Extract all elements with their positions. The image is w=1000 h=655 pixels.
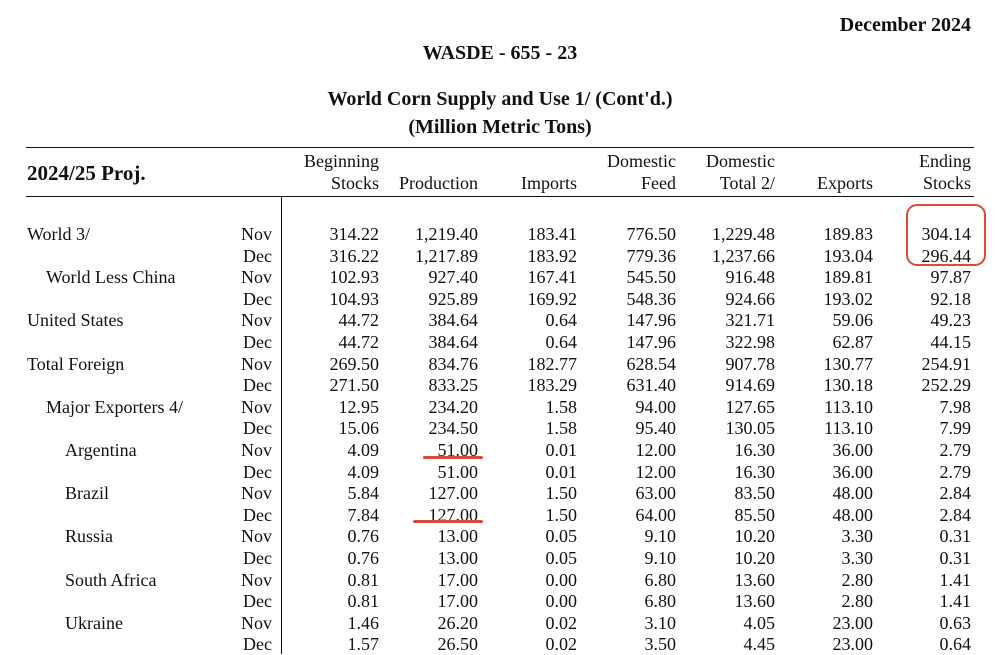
region-label: United States [27,310,124,331]
table-cell: 631.40 [626,375,676,396]
table-cell: 2.80 [841,569,873,590]
table-cell: 548.36 [626,288,676,309]
month-label: Dec [243,245,272,266]
table-cell: 1.41 [939,591,971,612]
table-cell: 1.50 [545,483,577,504]
table-cell: 304.14 [921,224,971,244]
table-cell: 16.30 [734,440,775,460]
region-label: World 3/ [27,224,91,244]
table-cell: 1.46 [347,612,379,633]
table-cell: 0.63 [939,612,971,633]
table-cell: 234.50 [428,418,478,439]
table-cell: 1.50 [545,504,577,525]
table-cell: 4.45 [743,634,775,655]
table-cell: 1.58 [545,396,577,417]
month-label: Dec [243,504,272,525]
table-cell: 9.10 [644,526,676,547]
table-cell: 12.95 [338,396,379,417]
table-cell: 189.81 [823,267,873,288]
table-cell: 914.69 [725,375,775,396]
month-label: Dec [243,375,272,396]
table-cell: 0.64 [545,332,577,352]
table-cell: 0.81 [347,591,379,612]
month-label: Dec [243,548,272,568]
period-label: 2024/25 Proj. [27,161,146,185]
table-cell: 0.02 [545,612,577,633]
table-cell: 26.50 [437,634,478,655]
table-cell: 4.09 [347,461,379,482]
table-cell: 63.00 [635,483,676,504]
table-cell: 1,219.40 [415,224,478,244]
table-cell: 183.29 [527,375,577,396]
table-cell: 182.77 [527,353,577,374]
month-label: Nov [241,440,272,460]
table-cell: 51.00 [437,461,478,482]
table-cell: 0.02 [545,634,577,655]
table-cell: 0.05 [545,526,577,547]
month-label: Dec [243,418,272,439]
table-cell: 7.99 [939,418,971,439]
month-label: Dec [243,591,272,612]
table-cell: 1,229.48 [712,224,775,244]
table-cell: 9.10 [644,548,676,568]
region-label: World Less China [46,267,176,288]
table-cell: 296.44 [921,245,971,266]
top-rule [26,147,974,148]
month-label: Dec [243,288,272,309]
table-cell: 59.06 [832,310,873,331]
table-cell: 907.78 [725,353,775,374]
table-cell: 0.64 [545,310,577,331]
table-cell: 12.00 [635,440,676,460]
table-cell: 48.00 [832,504,873,525]
region-label: Total Foreign [27,353,125,374]
table-cell: 17.00 [437,569,478,590]
table-cell: 130.77 [823,353,873,374]
table-cell: 10.20 [734,548,775,568]
column-header-line1: Domestic [706,151,775,171]
table-cell: 2.79 [939,461,971,482]
table-cell: 13.60 [734,569,775,590]
column-header-line2: Stocks [330,173,379,193]
table-cell: 36.00 [832,440,873,460]
table-cell: 3.30 [841,526,873,547]
table-cell: 127.00 [428,504,478,525]
table-cell: 36.00 [832,461,873,482]
table-cell: 169.92 [527,288,577,309]
month-label: Nov [241,612,272,633]
table-cell: 85.50 [734,504,775,525]
table-cell: 2.80 [841,591,873,612]
brazil-production-underline [413,520,483,523]
table-cell: 49.23 [930,310,971,331]
table-cell: 130.05 [725,418,775,439]
table-cell: 127.00 [428,483,478,504]
table-cell: 0.00 [545,591,577,612]
month-label: Dec [243,332,272,352]
table-cell: 147.96 [626,332,676,352]
table-cell: 10.20 [734,526,775,547]
column-header-line2: Production [399,173,478,193]
header-rule [26,196,974,197]
table-cell: 44.72 [338,310,379,331]
region-label: Ukraine [65,612,123,633]
table-cell: 16.30 [734,461,775,482]
table-cell: 183.41 [527,224,577,244]
table-cell: 44.15 [930,332,971,352]
region-label: Russia [65,526,114,547]
table-cell: 384.64 [428,332,478,352]
table-cell: 97.87 [930,267,971,288]
table-cell: 104.93 [329,288,379,309]
table-cell: 147.96 [626,310,676,331]
table-cell: 23.00 [832,634,873,655]
table-cell: 13.00 [437,526,478,547]
table-cell: 1,237.66 [712,245,775,266]
month-label: Nov [241,396,272,417]
table-cell: 113.10 [824,418,873,439]
table-cell: 23.00 [832,612,873,633]
table-cell: 5.84 [347,483,379,504]
table-cell: 6.80 [644,591,676,612]
table-cell: 833.25 [428,375,478,396]
table-cell: 322.98 [725,332,775,352]
table-cell: 7.84 [347,504,379,525]
table-cell: 0.05 [545,548,577,568]
column-header-line1: Beginning [304,151,379,171]
table-cell: 62.87 [832,332,873,352]
column-header-line2: Feed [641,173,676,193]
table-cell: 925.89 [428,288,478,309]
table-cell: 64.00 [635,504,676,525]
month-label: Nov [241,310,272,331]
month-label: Dec [243,634,272,655]
table-cell: 7.98 [939,396,971,417]
table-cell: 0.31 [939,526,971,547]
table-cell: 0.01 [545,440,577,460]
table-cell: 0.76 [347,526,379,547]
table-cell: 83.50 [734,483,775,504]
table-cell: 0.81 [347,569,379,590]
table-cell: 102.93 [329,267,379,288]
table-cell: 1.41 [939,569,971,590]
column-header-line2: Exports [817,173,873,193]
region-label: Brazil [65,483,109,504]
table-cell: 0.76 [347,548,379,568]
month-label: Nov [241,483,272,504]
table-cell: 3.10 [644,612,676,633]
table-cell: 17.00 [437,591,478,612]
table-cell: 1.57 [347,634,379,655]
table-cell: 189.83 [823,224,873,244]
month-label: Nov [241,224,272,244]
table-cell: 167.41 [527,267,577,288]
column-header-line2: Imports [521,173,577,193]
table-cell: 271.50 [329,375,379,396]
region-label: Major Exporters 4/ [46,396,183,417]
table-cell: 4.05 [743,612,775,633]
table-units: (Million Metric Tons) [408,116,592,138]
month-label: Dec [243,461,272,482]
table-cell: 6.80 [644,569,676,590]
table-cell: 193.04 [823,245,873,266]
month-label: Nov [241,267,272,288]
table-cell: 314.22 [329,224,379,244]
table-cell: 0.00 [545,569,577,590]
table-cell: 130.18 [823,375,873,396]
column-header-line1: Domestic [607,151,676,171]
table-cell: 779.36 [626,245,676,266]
table-cell: 94.00 [635,396,676,417]
table-cell: 13.00 [437,548,478,568]
table-cell: 834.76 [428,353,478,374]
row-label-divider [281,197,282,654]
table-cell: 15.06 [338,418,379,439]
report-date: December 2024 [839,14,971,36]
table-cell: 44.72 [338,332,379,352]
region-label: Argentina [65,440,137,460]
table-cell: 51.00 [437,440,478,460]
report-id: WASDE - 655 - 23 [422,42,578,64]
table-cell: 12.00 [635,461,676,482]
table-cell: 183.92 [527,245,577,266]
world-ending-stocks-highlight [906,204,986,266]
month-label: Nov [241,569,272,590]
table-cell: 316.22 [329,245,379,266]
table-cell: 2.84 [939,504,971,525]
table-cell: 0.64 [939,634,971,655]
table-cell: 234.20 [428,396,478,417]
table-cell: 4.09 [347,440,379,460]
table-cell: 545.50 [626,267,676,288]
table-cell: 269.50 [329,353,379,374]
table-cell: 127.65 [725,396,775,417]
table-cell: 2.84 [939,483,971,504]
table-cell: 927.40 [428,267,478,288]
table-cell: 0.31 [939,548,971,568]
month-label: Nov [241,526,272,547]
table-cell: 95.40 [635,418,676,439]
table-cell: 3.50 [644,634,676,655]
region-label: South Africa [65,569,157,590]
table-cell: 1.58 [545,418,577,439]
table-cell: 321.71 [725,310,775,331]
month-label: Nov [241,353,272,374]
table-cell: 924.66 [725,288,775,309]
table-cell: 628.54 [626,353,676,374]
table-cell: 26.20 [437,612,478,633]
table-cell: 92.18 [930,288,971,309]
table-cell: 916.48 [725,267,775,288]
column-header-line1: Ending [919,151,971,171]
column-header-line2: Stocks [922,173,971,193]
table-cell: 0.01 [545,461,577,482]
table-title: World Corn Supply and Use 1/ (Cont'd.) [327,88,673,110]
table-cell: 48.00 [832,483,873,504]
table-cell: 113.10 [824,396,873,417]
argentina-production-underline [423,456,483,459]
table-cell: 254.91 [921,353,971,374]
table-cell: 2.79 [939,440,971,460]
table-cell: 252.29 [921,375,971,396]
table-cell: 776.50 [626,224,676,244]
table-cell: 384.64 [428,310,478,331]
table-cell: 3.30 [841,548,873,568]
table-cell: 1,217.89 [415,245,478,266]
table-cell: 193.02 [823,288,873,309]
table-cell: 13.60 [734,591,775,612]
column-header-line2: Total 2/ [719,173,775,193]
